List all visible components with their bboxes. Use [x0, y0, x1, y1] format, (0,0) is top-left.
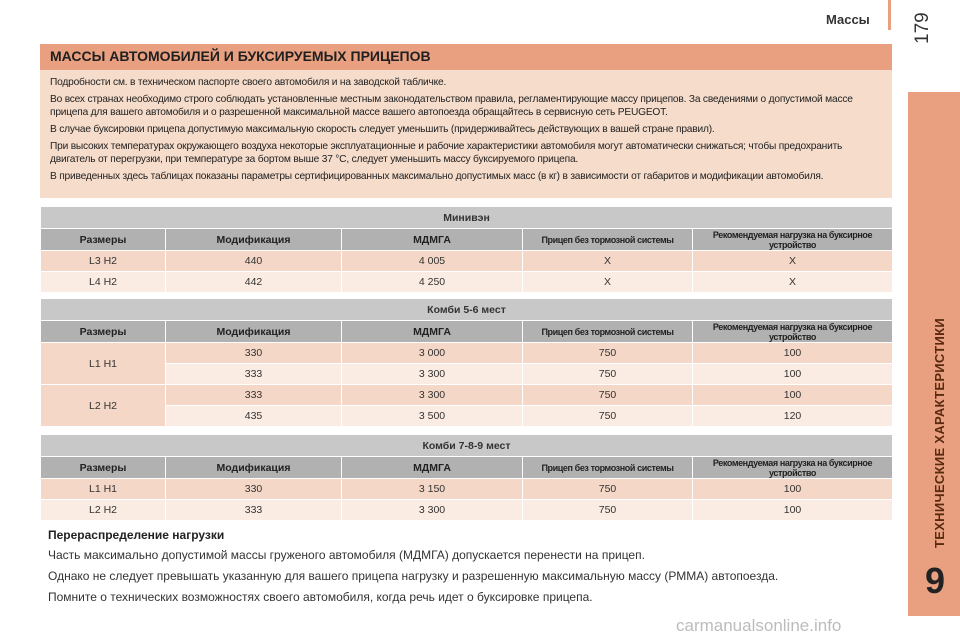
cell-towbar-load: 100	[693, 364, 893, 385]
table-row	[41, 251, 893, 272]
cell-towbar-load: X	[693, 251, 893, 272]
table-row	[41, 385, 893, 406]
body-paragraph: Часть максимально допустимой массы груженого автомобиля (МДМГА) допускается перенести на прицеп.	[48, 548, 645, 562]
column-header-unbraked-trailer: Прицеп без тормозной системы	[523, 457, 693, 479]
table-row	[41, 500, 893, 521]
cell-modification: 333	[166, 364, 342, 385]
table-row	[41, 406, 893, 427]
cell-towbar-load: X	[693, 272, 893, 293]
kombi-7-8-9-mass-table	[40, 434, 893, 521]
cell-size: L2 H2	[41, 385, 166, 427]
column-header-size: Размеры	[41, 457, 166, 479]
cell-size: L1 H1	[41, 343, 166, 385]
column-header-towbar-load: Рекомендуемая нагрузка на буксирное устройство	[693, 457, 893, 479]
cell-modification: 440	[166, 251, 342, 272]
cell-towbar-load: 100	[693, 385, 893, 406]
table-row	[41, 479, 893, 500]
table-title: Комби 5-6 мест	[41, 299, 893, 321]
intro-title: МАССЫ АВТОМОБИЛЕЙ И БУКСИРУЕМЫХ ПРИЦЕПОВ	[40, 44, 892, 70]
column-header-size: Размеры	[41, 321, 166, 343]
column-header-unbraked-trailer: Прицеп без тормозной системы	[523, 229, 693, 251]
cell-size: L1 H1	[41, 479, 166, 500]
cell-mdmga: 3 300	[342, 385, 523, 406]
chapter-number: 9	[924, 560, 946, 601]
column-header-mdmga: МДМГА	[342, 229, 523, 251]
cell-size: L3 H2	[41, 251, 166, 272]
page-number: 179	[912, 12, 933, 44]
body-paragraph: Однако не следует превышать указанную для вашего прицепа нагрузку и разрешенную максимальную массу (РММА) автопоезда.	[48, 569, 779, 583]
cell-trailer: 750	[523, 500, 693, 521]
column-header-mdmga: МДМГА	[342, 321, 523, 343]
cell-modification: 333	[166, 385, 342, 406]
intro-paragraph: В случае буксировки прицепа допустимую максимальную скорость следует уменьшить (придерживайтесь действующих в вашей стране правил).	[50, 124, 715, 135]
intro-paragraph: В приведенных здесь таблицах показаны параметры сертифицированных максимально допустимых масс (в кг) в зависимости от габаритов и модификации автомобиля.	[50, 171, 824, 182]
cell-trailer: 750	[523, 479, 693, 500]
column-header-modification: Модификация	[166, 457, 342, 479]
load-redistribution-section	[48, 528, 898, 611]
cell-modification: 442	[166, 272, 342, 293]
body-paragraph: Помните о технических возможностях своего автомобиля, когда речь идет о буксировке прицепа.	[48, 590, 593, 604]
cell-mdmga: 3 150	[342, 479, 523, 500]
chapter-tab-label: ТЕХНИЧЕСКИЕ ХАРАКТЕРИСТИКИ	[932, 317, 947, 548]
cell-trailer: 750	[523, 385, 693, 406]
column-header-towbar-load: Рекомендуемая нагрузка на буксирное устройство	[693, 321, 893, 343]
table-row	[41, 343, 893, 364]
column-header-towbar-load: Рекомендуемая нагрузка на буксирное устройство	[693, 229, 893, 251]
intro-body	[40, 70, 892, 183]
cell-mdmga: 3 500	[342, 406, 523, 427]
cell-modification: 333	[166, 500, 342, 521]
kombi-5-6-mass-table	[40, 298, 893, 427]
cell-trailer: 750	[523, 364, 693, 385]
column-header-modification: Модификация	[166, 229, 342, 251]
intro-paragraph: При высоких температурах окружающего воздуха некоторые эксплуатационные и рабочие характеристики автомобиля могут автоматически снижаться; чтобы предохранить двигатель от перегрузки, при температуре за бортом выше 37 °C, следует уменьшить массу буксируемого прицепа.	[50, 141, 843, 165]
cell-towbar-load: 120	[693, 406, 893, 427]
cell-mdmga: 4 250	[342, 272, 523, 293]
column-header-unbraked-trailer: Прицеп без тормозной системы	[523, 321, 693, 343]
table-title: Комби 7-8-9 мест	[41, 435, 893, 457]
column-header-mdmga: МДМГА	[342, 457, 523, 479]
cell-towbar-load: 100	[693, 479, 893, 500]
cell-trailer: 750	[523, 406, 693, 427]
header-divider	[888, 0, 891, 30]
table-row	[41, 272, 893, 293]
cell-modification: 435	[166, 406, 342, 427]
intro-box	[40, 44, 892, 198]
section-heading: Перераспределение нагрузки	[48, 528, 225, 542]
cell-towbar-load: 100	[693, 343, 893, 364]
cell-mdmga: 3 300	[342, 500, 523, 521]
minivan-mass-table	[40, 206, 893, 293]
cell-towbar-load: 100	[693, 500, 893, 521]
cell-modification: 330	[166, 479, 342, 500]
cell-mdmga: 3 000	[342, 343, 523, 364]
cell-trailer: 750	[523, 343, 693, 364]
cell-mdmga: 4 005	[342, 251, 523, 272]
watermark-text: carmanualsonline.info	[676, 616, 842, 635]
table-row	[41, 364, 893, 385]
cell-size: L4 H2	[41, 272, 166, 293]
cell-modification: 330	[166, 343, 342, 364]
table-title: Минивэн	[41, 207, 893, 229]
column-header-modification: Модификация	[166, 321, 342, 343]
column-header-size: Размеры	[41, 229, 166, 251]
cell-size: L2 H2	[41, 500, 166, 521]
cell-trailer: X	[523, 272, 693, 293]
page-section-title: Массы	[826, 12, 870, 27]
intro-paragraph: Во всех странах необходимо строго соблюдать установленные местным законодательством правила, регламентирующие массу прицепов. За сведениями о допустимой массе прицепа для вашего автомобиля и о разрешенной максимальной массе вашего автопоезда обращайтесь в сервисную сеть PEUGEOT.	[50, 94, 853, 118]
cell-trailer: X	[523, 251, 693, 272]
intro-paragraph: Подробности см. в техническом паспорте своего автомобиля и на заводской табличке.	[50, 77, 447, 88]
cell-mdmga: 3 300	[342, 364, 523, 385]
